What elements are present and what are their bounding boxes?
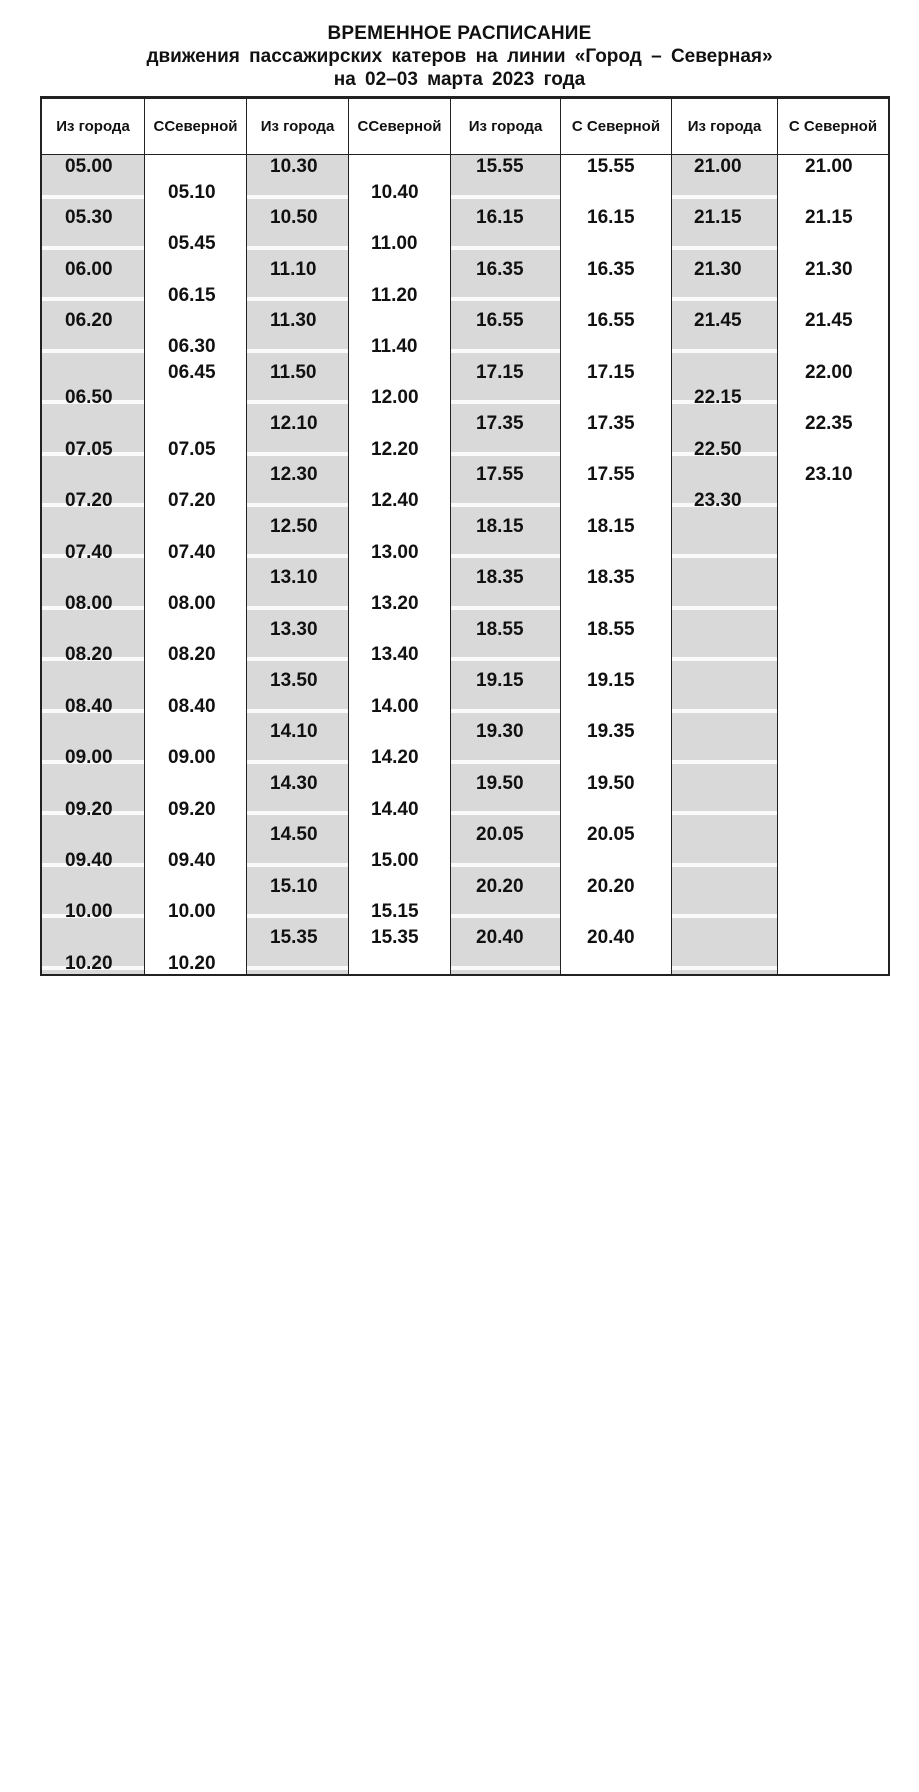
- header-row: [42, 99, 888, 155]
- row-stripe: [672, 1582, 777, 1586]
- departure-time: 06.15: [168, 284, 216, 306]
- departure-time: 18.55: [587, 618, 635, 640]
- departure-time: 11.40: [371, 335, 418, 357]
- departure-time: 05.10: [168, 181, 216, 203]
- departure-time: 12.00: [371, 387, 419, 409]
- departure-time: 10.40: [371, 181, 419, 203]
- row-stripe: [672, 811, 777, 815]
- header-8: С Северной: [777, 99, 888, 154]
- row-stripe: [672, 1788, 777, 1792]
- row-stripe: [672, 709, 777, 713]
- row-stripe: [672, 1428, 777, 1432]
- row-stripe: [672, 966, 777, 970]
- row-stripe: [247, 1428, 348, 1432]
- departure-time: 21.45: [805, 310, 853, 332]
- row-stripe: [451, 1737, 560, 1741]
- row-stripe: [451, 503, 560, 507]
- row-stripe: [247, 503, 348, 507]
- row-stripe: [672, 1017, 777, 1021]
- column-2: [144, 99, 246, 974]
- row-stripe: [451, 1171, 560, 1175]
- departure-time: 18.35: [587, 567, 635, 589]
- row-stripe: [42, 1017, 144, 1021]
- departure-time: 06.20: [65, 310, 113, 332]
- departure-time: 06.50: [65, 387, 113, 409]
- header-1: Из города: [42, 99, 144, 154]
- departure-time: 19.35: [587, 721, 635, 743]
- departure-time: 21.00: [694, 156, 742, 177]
- departure-time: 14.50: [270, 824, 318, 846]
- row-stripe: [42, 1428, 144, 1432]
- departure-time: 11.10: [270, 258, 317, 280]
- row-stripe: [672, 297, 777, 301]
- row-stripe: [42, 1120, 144, 1124]
- header-3: Из города: [246, 99, 348, 154]
- row-stripe: [42, 246, 144, 250]
- departure-time: 10.50: [270, 207, 318, 229]
- row-stripe: [42, 1480, 144, 1484]
- departure-time: 18.55: [476, 618, 524, 640]
- departure-time: 15.10: [270, 875, 318, 897]
- departure-time: 16.55: [476, 310, 524, 332]
- row-stripe: [672, 1171, 777, 1175]
- departure-time: 13.40: [371, 644, 419, 666]
- row-stripe: [247, 452, 348, 456]
- departure-time: 12.30: [270, 464, 318, 486]
- row-stripe: [451, 863, 560, 867]
- departure-time: 17.55: [587, 464, 635, 486]
- row-stripe: [247, 1480, 348, 1484]
- row-stripe: [247, 1531, 348, 1535]
- departure-time: 09.00: [65, 747, 113, 769]
- departure-time: 05.30: [65, 207, 113, 229]
- departure-time: 21.15: [805, 207, 853, 229]
- departure-time: 19.15: [476, 670, 524, 691]
- row-stripe: [247, 1788, 348, 1792]
- row-stripe: [247, 1274, 348, 1278]
- header-6: С Северной: [560, 99, 671, 154]
- row-stripe: [451, 709, 560, 713]
- row-stripe: [672, 195, 777, 199]
- departure-time: 06.45: [168, 361, 216, 383]
- departure-time: 07.40: [168, 541, 216, 563]
- row-stripe: [451, 1480, 560, 1484]
- departure-time: 08.40: [65, 695, 113, 717]
- row-stripe: [247, 1737, 348, 1741]
- departure-time: 16.55: [587, 310, 635, 332]
- row-stripe: [672, 606, 777, 610]
- row-stripe: [247, 760, 348, 764]
- row-stripe: [247, 1377, 348, 1381]
- departure-time: 22.15: [694, 387, 742, 409]
- row-stripe: [247, 297, 348, 301]
- row-stripe: [42, 1325, 144, 1329]
- row-stripe: [672, 1737, 777, 1741]
- departure-time: 19.30: [476, 721, 524, 743]
- departure-time: 19.50: [587, 772, 635, 794]
- departure-time: 05.00: [65, 156, 113, 177]
- row-stripe: [451, 1223, 560, 1227]
- departure-time: 07.40: [65, 541, 113, 563]
- departure-time: 14.30: [270, 772, 318, 794]
- row-stripe: [451, 606, 560, 610]
- row-stripe: [451, 1685, 560, 1689]
- departure-time: 11.50: [270, 361, 317, 383]
- departure-time: 13.50: [270, 670, 318, 691]
- row-stripe: [672, 863, 777, 867]
- row-stripe: [42, 1377, 144, 1381]
- departure-time: 08.00: [65, 592, 113, 614]
- row-stripe: [451, 1582, 560, 1586]
- departure-time: 20.20: [476, 875, 524, 897]
- departure-time: 08.40: [168, 695, 216, 717]
- row-stripe: [42, 1531, 144, 1535]
- departure-time: 09.20: [168, 798, 216, 820]
- row-stripe: [672, 349, 777, 353]
- row-stripe: [451, 297, 560, 301]
- row-stripe: [247, 1582, 348, 1586]
- row-stripe: [42, 1171, 144, 1175]
- departure-time: 22.35: [805, 413, 853, 434]
- departure-time: 13.00: [371, 541, 419, 563]
- row-stripe: [672, 554, 777, 558]
- column-7: [671, 99, 777, 974]
- departure-time: 08.00: [168, 592, 216, 614]
- departure-time: 12.10: [270, 413, 318, 434]
- departure-time: 20.05: [587, 824, 635, 846]
- departure-time: 17.15: [476, 361, 524, 383]
- row-stripe: [247, 1068, 348, 1072]
- departure-time: 23.10: [805, 464, 853, 486]
- departure-time: 22.50: [694, 438, 742, 460]
- row-stripe: [672, 1377, 777, 1381]
- departure-time: 14.40: [371, 798, 419, 820]
- departure-time: 13.30: [270, 618, 318, 640]
- row-stripe: [42, 297, 144, 301]
- row-stripe: [247, 606, 348, 610]
- row-stripe: [451, 1274, 560, 1278]
- row-stripe: [451, 914, 560, 918]
- row-stripe: [672, 914, 777, 918]
- row-stripe: [247, 400, 348, 404]
- row-stripe: [42, 1582, 144, 1586]
- departure-time: 09.40: [65, 849, 113, 871]
- row-stripe: [451, 1428, 560, 1432]
- row-stripe: [451, 349, 560, 353]
- departure-time: 11.00: [371, 233, 418, 255]
- row-stripe: [42, 1634, 144, 1638]
- row-stripe: [42, 1685, 144, 1689]
- departure-time: 15.35: [270, 927, 318, 948]
- departure-time: 18.15: [587, 515, 635, 537]
- column-4: [348, 99, 450, 974]
- row-stripe: [451, 1531, 560, 1535]
- row-stripe: [672, 1068, 777, 1072]
- row-stripe: [672, 1531, 777, 1535]
- row-stripe: [247, 1120, 348, 1124]
- row-stripe: [451, 1120, 560, 1124]
- departure-time: 15.55: [476, 156, 524, 177]
- departure-time: 20.20: [587, 875, 635, 897]
- departure-time: 09.00: [168, 747, 216, 769]
- row-stripe: [672, 246, 777, 250]
- row-stripe: [247, 554, 348, 558]
- departure-time: 22.00: [805, 361, 853, 383]
- departure-time: 12.50: [270, 515, 318, 537]
- row-stripe: [672, 1685, 777, 1689]
- row-stripe: [451, 657, 560, 661]
- departure-time: 21.15: [694, 207, 742, 229]
- row-stripe: [451, 1377, 560, 1381]
- departure-time: 23.30: [694, 490, 742, 512]
- departure-time: 14.20: [371, 747, 419, 769]
- row-stripe: [247, 349, 348, 353]
- row-stripe: [247, 246, 348, 250]
- row-stripe: [451, 554, 560, 558]
- row-stripe: [42, 1223, 144, 1227]
- departure-time: 10.20: [168, 952, 216, 974]
- departure-time: 07.20: [168, 490, 216, 512]
- row-stripe: [247, 1685, 348, 1689]
- row-stripe: [247, 1634, 348, 1638]
- departure-time: 17.15: [587, 361, 635, 383]
- departure-time: 14.00: [371, 695, 419, 717]
- departure-time: 16.35: [476, 258, 524, 280]
- departure-time: 06.30: [168, 335, 216, 357]
- title-line-2: движения пассажирских катеров на линии «Город – Северная»: [146, 46, 773, 67]
- row-stripe: [451, 811, 560, 815]
- departure-time: 13.20: [371, 592, 419, 614]
- departure-time: 06.00: [65, 258, 113, 280]
- row-stripe: [42, 1737, 144, 1741]
- schedule-title: [0, 22, 919, 91]
- row-stripe: [451, 1788, 560, 1792]
- row-stripe: [42, 349, 144, 353]
- departure-time: 16.15: [587, 207, 635, 229]
- row-stripe: [247, 863, 348, 867]
- header-4: С Северной: [348, 99, 450, 154]
- row-stripe: [42, 1788, 144, 1792]
- departure-time: 20.40: [476, 927, 524, 948]
- row-stripe: [451, 1634, 560, 1638]
- header-5: Из города: [450, 99, 560, 154]
- departure-time: 17.35: [476, 413, 524, 434]
- row-stripe: [247, 914, 348, 918]
- departure-time: 12.20: [371, 438, 419, 460]
- row-stripe: [42, 195, 144, 199]
- departure-time: 18.35: [476, 567, 524, 589]
- row-stripe: [247, 1325, 348, 1329]
- departure-time: 19.15: [587, 670, 635, 691]
- departure-time: 10.20: [65, 952, 113, 974]
- row-stripe: [672, 1120, 777, 1124]
- departure-time: 15.35: [371, 927, 419, 948]
- row-stripe: [672, 1223, 777, 1227]
- row-stripe: [42, 1274, 144, 1278]
- row-stripe: [247, 1017, 348, 1021]
- row-stripe: [451, 246, 560, 250]
- departure-time: 16.15: [476, 207, 524, 229]
- departure-time: 18.15: [476, 515, 524, 537]
- title-line-3: на 02–03 марта 2023 года: [333, 69, 586, 90]
- row-stripe: [247, 1223, 348, 1227]
- departure-time: 21.00: [805, 156, 853, 177]
- schedule-table: [40, 96, 890, 976]
- departure-time: 17.55: [476, 464, 524, 486]
- row-stripe: [451, 1068, 560, 1072]
- departure-time: 09.20: [65, 798, 113, 820]
- row-stripe: [42, 1068, 144, 1072]
- departure-time: 10.00: [168, 901, 216, 923]
- row-stripe: [672, 1480, 777, 1484]
- header-2: С Северной: [144, 99, 246, 154]
- departure-time: 20.40: [587, 927, 635, 948]
- row-stripe: [451, 400, 560, 404]
- departure-time: 08.20: [168, 644, 216, 666]
- departure-time: 15.15: [371, 901, 419, 923]
- departure-time: 09.40: [168, 849, 216, 871]
- departure-time: 11.20: [371, 284, 418, 306]
- departure-time: 08.20: [65, 644, 113, 666]
- departure-time: 19.50: [476, 772, 524, 794]
- departure-time: 17.35: [587, 413, 635, 434]
- departure-time: 21.30: [805, 258, 853, 280]
- departure-time: 15.00: [371, 849, 419, 871]
- row-stripe: [451, 452, 560, 456]
- row-stripe: [247, 966, 348, 970]
- row-stripe: [672, 1325, 777, 1329]
- column-1: [42, 99, 144, 974]
- title-line-1: ВРЕМЕННОЕ РАСПИСАНИЕ: [327, 23, 592, 44]
- departure-time: 07.05: [168, 438, 216, 460]
- row-stripe: [672, 1274, 777, 1278]
- departure-time: 21.45: [694, 310, 742, 332]
- row-stripe: [451, 1325, 560, 1329]
- departure-time: 14.10: [270, 721, 318, 743]
- row-stripe: [451, 966, 560, 970]
- row-stripe: [247, 657, 348, 661]
- departure-time: 07.20: [65, 490, 113, 512]
- departure-time: 15.55: [587, 156, 635, 177]
- departure-time: 07.05: [65, 438, 113, 460]
- departure-time: 11.30: [270, 310, 317, 332]
- header-7: Из города: [671, 99, 777, 154]
- departure-time: 10.30: [270, 156, 318, 177]
- row-stripe: [672, 657, 777, 661]
- departure-time: 16.35: [587, 258, 635, 280]
- row-stripe: [247, 709, 348, 713]
- row-stripe: [672, 760, 777, 764]
- row-stripe: [247, 195, 348, 199]
- departure-time: 21.30: [694, 258, 742, 280]
- departure-time: 20.05: [476, 824, 524, 846]
- departure-time: 12.40: [371, 490, 419, 512]
- column-8: [777, 99, 888, 974]
- departure-time: 05.45: [168, 233, 216, 255]
- row-stripe: [451, 1017, 560, 1021]
- row-stripe: [451, 760, 560, 764]
- departure-time: 10.00: [65, 901, 113, 923]
- row-stripe: [247, 1171, 348, 1175]
- row-stripe: [247, 811, 348, 815]
- departure-time: 13.10: [270, 567, 318, 589]
- row-stripe: [451, 195, 560, 199]
- row-stripe: [672, 1634, 777, 1638]
